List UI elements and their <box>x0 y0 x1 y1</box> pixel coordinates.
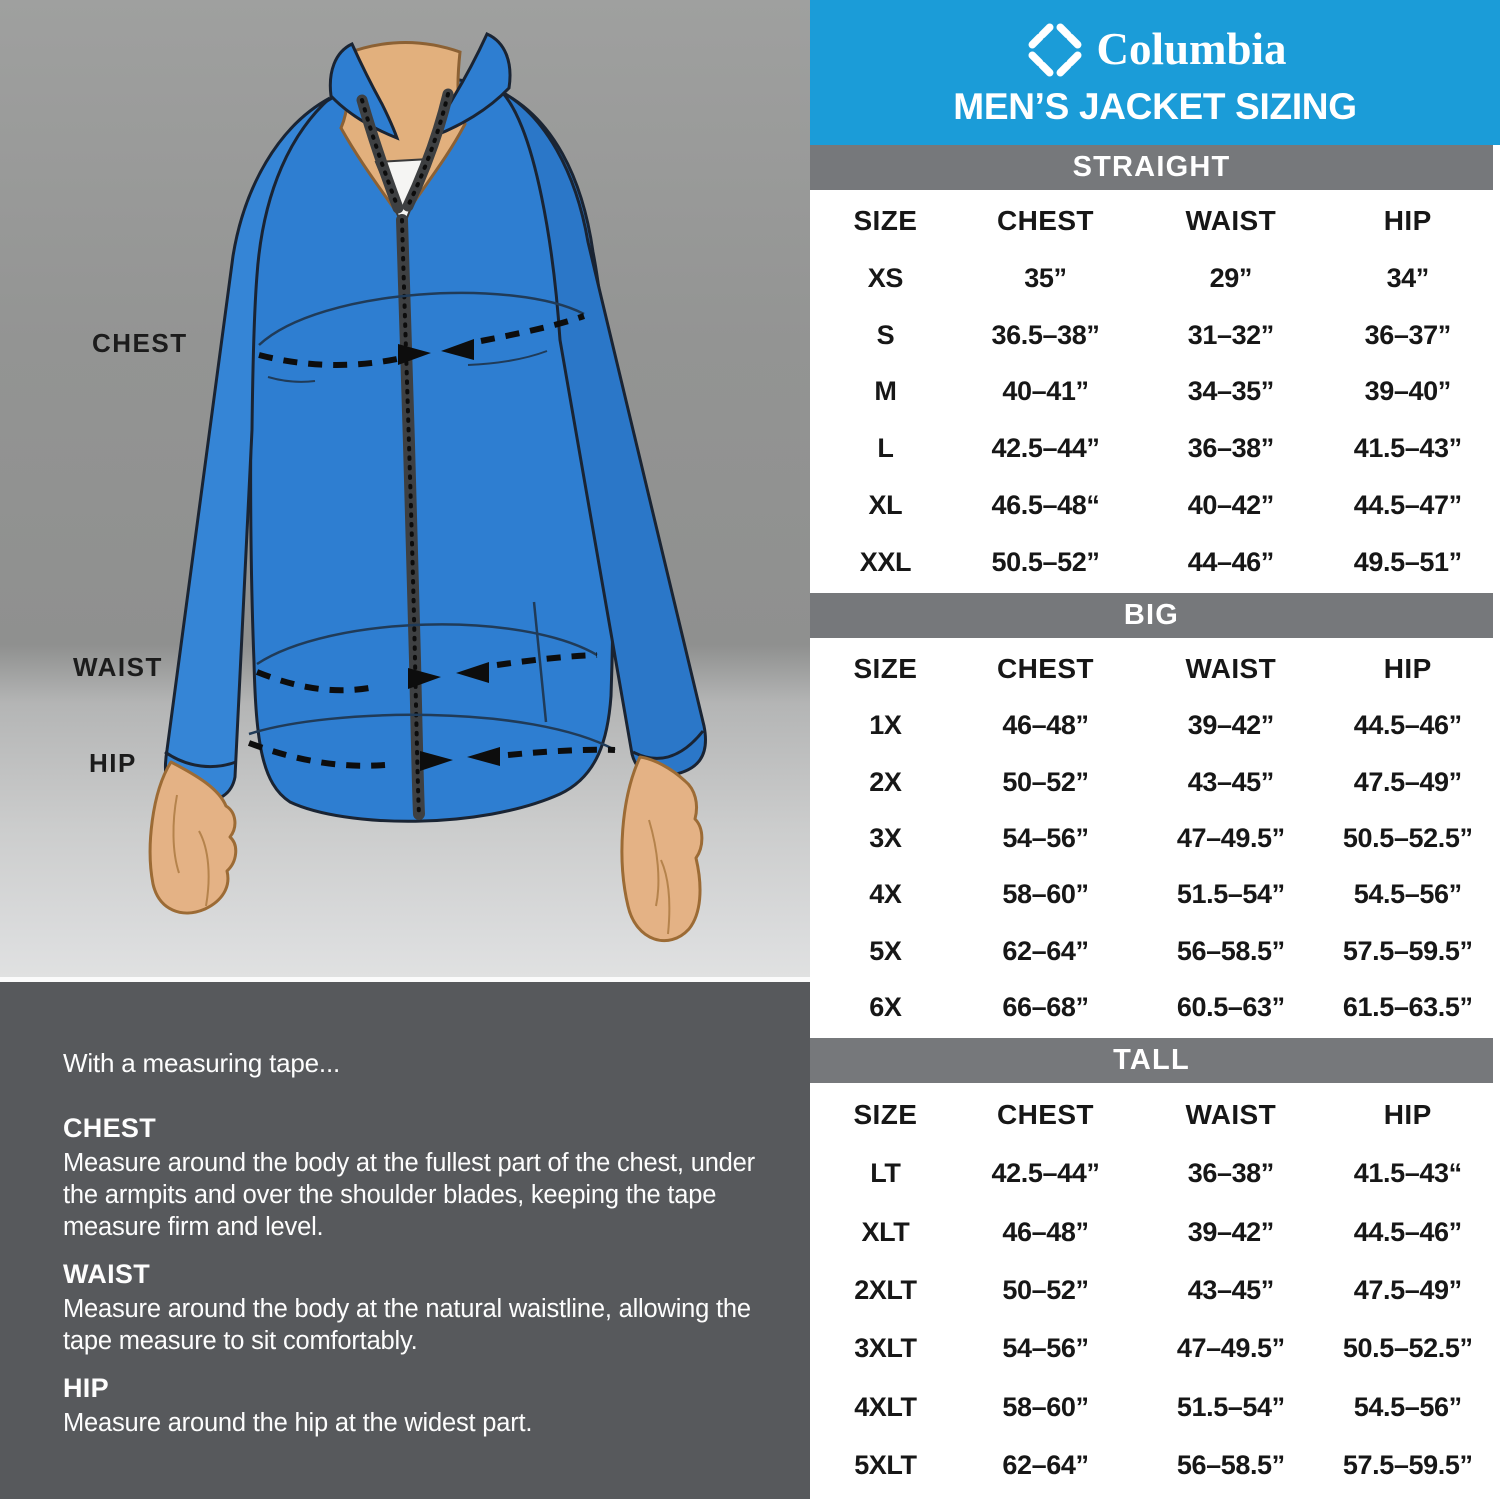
waist-cell: 34–35” <box>1187 376 1274 407</box>
big-size-table <box>810 638 1500 1038</box>
size-cell: 3XLT <box>854 1333 917 1364</box>
chest-cell: 58–60” <box>1002 1391 1089 1422</box>
waist-cell: 39–42” <box>1187 710 1274 741</box>
waist-cell: 36–38” <box>1187 433 1274 464</box>
hip-cell: 44.5–46” <box>1353 1216 1462 1247</box>
waist-cell: 44–46” <box>1187 546 1274 577</box>
table-row <box>818 320 1492 351</box>
hip-cell: 44.5–46” <box>1353 710 1462 741</box>
hip-cell: 57.5–59.5” <box>1342 935 1473 966</box>
size-cell: 6X <box>869 992 902 1023</box>
table-row <box>818 710 1492 741</box>
chest-cell: 50–52” <box>1002 766 1089 797</box>
chest-cell: 62–64” <box>1002 935 1089 966</box>
chest-cell: 42.5–44” <box>991 1158 1100 1189</box>
waist-cell: 31–32” <box>1187 319 1274 350</box>
waist-cell: 51.5–54” <box>1176 1391 1285 1422</box>
waist-cell: 56–58.5” <box>1176 1450 1285 1481</box>
chest-cell: 36.5–38” <box>991 319 1100 350</box>
size-cell: XLT <box>861 1216 910 1247</box>
table-row <box>818 433 1492 464</box>
column-header-size: SIZE <box>853 204 918 236</box>
chest-cell: 66–68” <box>1002 992 1089 1023</box>
table-row <box>818 1217 1492 1248</box>
table-header-row <box>818 205 1492 237</box>
hip-cell: 39–40” <box>1364 376 1451 407</box>
waist-cell: 43–45” <box>1187 1274 1274 1305</box>
hip-cell: 47.5–49” <box>1353 766 1462 797</box>
column-header-hip: HIP <box>1383 1098 1432 1130</box>
size-cell: XXL <box>859 546 912 577</box>
column-header-size: SIZE <box>853 652 918 684</box>
tall-size-table <box>810 1083 1500 1497</box>
brand-row <box>1023 18 1286 82</box>
size-cell: M <box>874 376 897 407</box>
waist-cell: 47–49.5” <box>1176 822 1285 853</box>
hip-cell: 49.5–51” <box>1353 546 1462 577</box>
section-band-label: TALL <box>1113 1044 1190 1076</box>
column-header-chest: CHEST <box>997 204 1094 236</box>
table-row <box>818 1333 1492 1364</box>
size-cell: S <box>876 319 895 350</box>
size-cell: 4X <box>869 879 902 910</box>
size-cell: 3X <box>869 822 902 853</box>
hip-cell: 41.5–43“ <box>1353 1158 1462 1189</box>
chest-cell: 46–48” <box>1002 1216 1089 1247</box>
instruction-heading-chest: CHEST <box>63 1113 157 1143</box>
table-row <box>818 1392 1492 1423</box>
instruction-body-hip: Measure around the hip at the widest part. <box>63 1409 533 1437</box>
section-band-tall <box>810 1038 1493 1083</box>
hip-cell: 50.5–52.5” <box>1342 1333 1473 1364</box>
table-row <box>818 823 1492 854</box>
diagram-label-chest: CHEST <box>92 328 188 358</box>
hip-cell: 54.5–56” <box>1353 1391 1462 1422</box>
table-row <box>818 767 1492 798</box>
column-header-chest: CHEST <box>997 1098 1094 1130</box>
waist-cell: 39–42” <box>1187 1216 1274 1247</box>
waist-cell: 47–49.5” <box>1176 1333 1285 1364</box>
chest-cell: 35” <box>1024 262 1067 293</box>
page-title: MEN’S JACKET SIZING <box>953 85 1357 127</box>
table-row <box>818 1275 1492 1306</box>
brand-header <box>810 0 1500 145</box>
table-header-row <box>818 653 1492 685</box>
size-cell: 2X <box>869 766 902 797</box>
hip-cell: 57.5–59.5” <box>1342 1450 1473 1481</box>
size-cell: 2XLT <box>854 1274 917 1305</box>
instruction-heading-hip: HIP <box>63 1373 109 1403</box>
section-band-big <box>810 593 1493 638</box>
table-row <box>818 1450 1492 1481</box>
straight-size-table <box>810 190 1500 593</box>
diagram-label-waist: WAIST <box>73 652 163 682</box>
chest-cell: 54–56” <box>1002 1333 1089 1364</box>
diagram-panel <box>0 0 810 977</box>
section-band-label: STRAIGHT <box>1072 151 1231 183</box>
chest-cell: 42.5–44” <box>991 433 1100 464</box>
column-header-size: SIZE <box>853 1098 918 1130</box>
chest-cell: 50.5–52” <box>991 546 1100 577</box>
column-header-hip: HIP <box>1383 652 1432 684</box>
waist-cell: 60.5–63” <box>1176 992 1285 1023</box>
columbia-diamond-logo-icon <box>1023 18 1087 82</box>
column-header-chest: CHEST <box>997 652 1094 684</box>
hip-cell: 36–37” <box>1364 319 1451 350</box>
brand-wordmark: Columbia <box>1096 24 1287 74</box>
column-header-waist: WAIST <box>1185 652 1277 684</box>
table-row <box>818 547 1492 578</box>
chest-cell: 46.5–48“ <box>991 490 1100 521</box>
column-header-hip: HIP <box>1383 204 1432 236</box>
size-cell: XL <box>868 490 903 521</box>
waist-cell: 43–45” <box>1187 766 1274 797</box>
hip-cell: 34” <box>1386 262 1429 293</box>
table-row <box>818 936 1492 967</box>
table-row <box>818 879 1492 910</box>
chest-cell: 50–52” <box>1002 1274 1089 1305</box>
table-header-row <box>818 1099 1492 1131</box>
chest-cell: 40–41” <box>1002 376 1089 407</box>
hip-cell: 41.5–43” <box>1353 433 1462 464</box>
chest-cell: 54–56” <box>1002 822 1089 853</box>
sizing-panel <box>810 0 1500 1499</box>
size-cell: 4XLT <box>854 1391 917 1422</box>
waist-cell: 29” <box>1209 262 1252 293</box>
section-band-label: BIG <box>1123 599 1180 631</box>
waist-cell: 56–58.5” <box>1176 935 1285 966</box>
instruction-body-chest: Measure around the body at the fullest part of the chest, under the armpits and over the shoulder blades, keeping the tape measure firm and level. <box>63 1149 755 1241</box>
size-cell: 1X <box>869 710 902 741</box>
hip-cell: 44.5–47” <box>1353 490 1462 521</box>
section-band-straight <box>810 145 1493 190</box>
column-header-waist: WAIST <box>1185 204 1277 236</box>
jacket-illustration <box>0 0 810 977</box>
waist-cell: 40–42” <box>1187 490 1274 521</box>
size-cell: 5XLT <box>854 1450 917 1481</box>
size-cell: XS <box>867 262 903 293</box>
column-header-waist: WAIST <box>1185 1098 1277 1130</box>
table-row <box>818 1158 1492 1189</box>
chest-cell: 58–60” <box>1002 879 1089 910</box>
size-cell: L <box>877 433 894 464</box>
size-cell: LT <box>870 1158 901 1189</box>
table-row <box>818 376 1492 407</box>
table-row <box>818 263 1492 294</box>
size-cell: 5X <box>869 935 902 966</box>
hip-cell: 50.5–52.5” <box>1342 822 1473 853</box>
table-row <box>818 490 1492 521</box>
measuring-instructions <box>0 982 810 1499</box>
hip-cell: 61.5–63.5” <box>1342 992 1473 1023</box>
hip-cell: 47.5–49” <box>1353 1274 1462 1305</box>
hip-cell: 54.5–56” <box>1353 879 1462 910</box>
diagram-label-hip: HIP <box>89 748 137 778</box>
instructions-intro: With a measuring tape... <box>63 1048 340 1078</box>
chest-cell: 62–64” <box>1002 1450 1089 1481</box>
waist-cell: 51.5–54” <box>1176 879 1285 910</box>
table-row <box>818 992 1492 1023</box>
instruction-body-waist: Measure around the body at the natural waistline, allowing the tape measure to sit comfortably. <box>63 1295 751 1355</box>
chest-cell: 46–48” <box>1002 710 1089 741</box>
right-hand <box>622 757 702 941</box>
waist-cell: 36–38” <box>1187 1158 1274 1189</box>
instruction-heading-waist: WAIST <box>63 1259 150 1289</box>
